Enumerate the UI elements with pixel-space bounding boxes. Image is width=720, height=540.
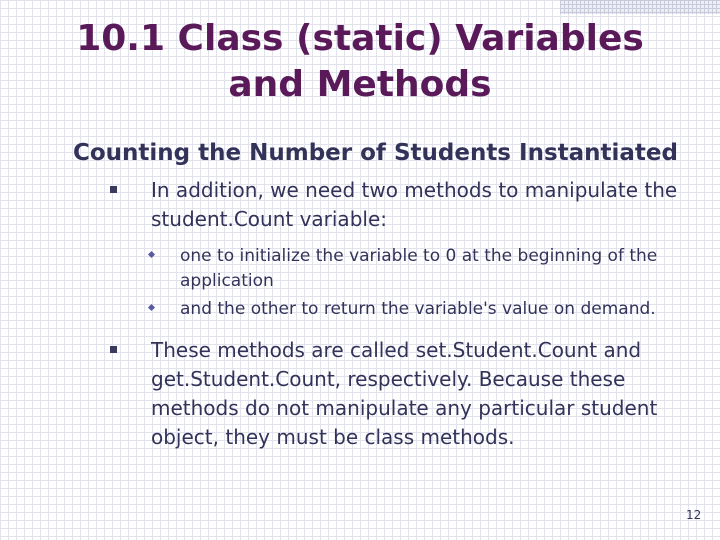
page-number: 12 <box>686 508 702 522</box>
corner-pattern <box>560 0 720 14</box>
slide-title-line-2: and Methods <box>228 64 492 105</box>
sub-bullet-2-text: and the other to return the variable's value on demand. <box>180 299 656 319</box>
sub-bullet-marker-2 <box>148 304 155 311</box>
sub-bullet-marker-1 <box>148 251 155 258</box>
bullet-1-text: In addition, we need two methods to manipulate the student.Count variable: <box>151 178 678 231</box>
bullet-marker-1 <box>110 186 117 193</box>
slide-title-line-1: 10.1 Class (static) Variables <box>76 18 644 59</box>
slide-title <box>40 16 680 108</box>
bullet-marker-2 <box>110 346 117 353</box>
sub-bullet-1-text: one to initialize the variable to 0 at the beginning of the application <box>180 246 658 291</box>
bullet-2-text: These methods are called set.Student.Count and get.Student.Count, respectively. Because these methods do not manipulate any particular student object, they must be class methods. <box>151 338 658 449</box>
slide-subtitle: Counting the Number of Students Instantiated <box>73 140 678 166</box>
